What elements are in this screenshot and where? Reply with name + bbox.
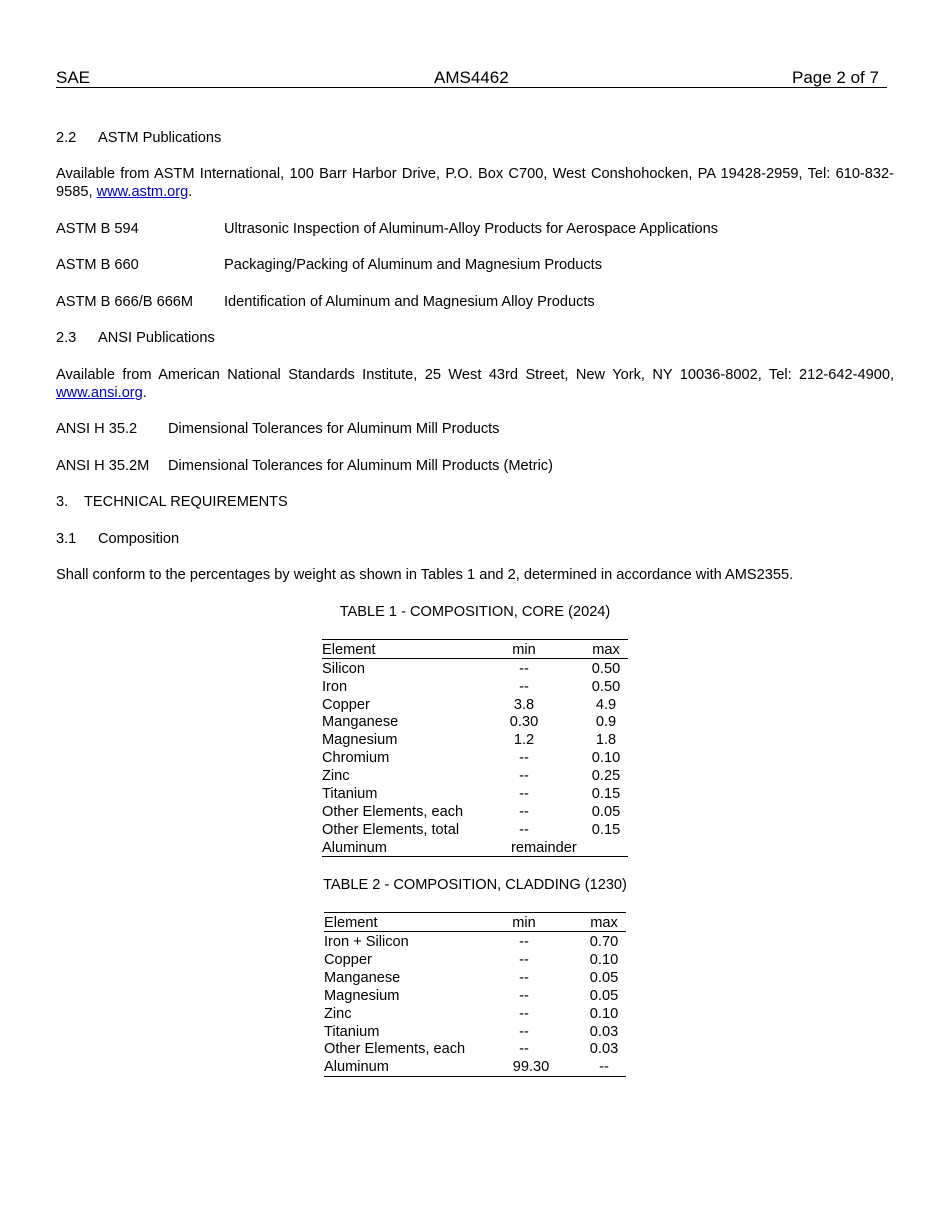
ref-title: Dimensional Tolerances for Aluminum Mill Products (Metric) [168, 458, 553, 474]
section-title-technical: TECHNICAL REQUIREMENTS [84, 494, 288, 510]
ref-title: Ultrasonic Inspection of Aluminum-Alloy Products for Aerospace Applications [224, 221, 718, 237]
table1-cell-min: -- [519, 786, 529, 802]
ansi-link[interactable]: www.ansi.org [56, 385, 143, 401]
table2-top-rule [324, 912, 626, 913]
table2-cell-max: 0.03 [589, 1024, 619, 1040]
header-left: SAE [56, 68, 91, 87]
table2-cell-min: -- [519, 934, 529, 950]
table2-cell-element: Copper [324, 952, 372, 968]
table1-cell-element: Titanium [322, 786, 378, 802]
table1-cell-element: Aluminum [322, 840, 387, 856]
ref-code: ASTM B 666/B 666M [56, 294, 194, 310]
table1-cell-element: Magnesium [322, 732, 398, 748]
table1-cell-min: -- [519, 804, 529, 820]
table1-cell-element: Chromium [322, 750, 390, 766]
section-title-composition: Composition [98, 531, 180, 547]
table2-cell-element: Titanium [324, 1024, 380, 1040]
table1-cell-max: 1.8 [595, 732, 617, 748]
table1-caption: TABLE 1 - COMPOSITION, CORE (2024) [339, 604, 611, 620]
table2-header-rule [324, 931, 626, 932]
table2-cell-min: -- [519, 952, 529, 968]
table1-cell-element: Zinc [322, 768, 350, 784]
table1-cell-min: -- [519, 661, 529, 677]
table2-cell-max: 0.05 [589, 988, 619, 1004]
ansi-availability-paragraph: Available from American National Standards Institute, 25 West 43rd Street, New York, NY 10036-8002, Tel: 212-642-4900, www.ansi.org. [56, 367, 894, 401]
astm-availability-paragraph: Available from ASTM International, 100 Barr Harbor Drive, P.O. Box C700, West Conshohocken, PA 19428-2959, Tel: 610-832-9585, www.astm.org. [56, 166, 894, 200]
table2-cell-min: 99.30 [512, 1059, 550, 1075]
table1-cell-element: Silicon [322, 661, 365, 677]
table1-header-max: max [592, 642, 620, 658]
table1-cell-max: 0.15 [591, 786, 621, 802]
table1-cell-max: 0.05 [591, 804, 621, 820]
table1-cell-min: -- [519, 768, 529, 784]
table1-cell-element: Other Elements, each [322, 804, 464, 820]
ref-title: Dimensional Tolerances for Aluminum Mill Products [168, 421, 500, 437]
table2-cell-element: Aluminum [324, 1059, 389, 1075]
table1-cell-min: 3.8 [513, 697, 535, 713]
table1-cell-element: Copper [322, 697, 370, 713]
table1-bottom-rule [322, 856, 628, 857]
table1-header-element: Element [322, 642, 376, 658]
table1-top-rule [322, 639, 628, 640]
table2-cell-element: Manganese [324, 970, 401, 986]
table2-cell-element: Magnesium [324, 988, 400, 1004]
table1-cell-max: 0.10 [591, 750, 621, 766]
table1-cell-element: Manganese [322, 714, 399, 730]
table1-cell-remainder: remainder [511, 840, 577, 856]
table2-header-max: max [590, 915, 618, 931]
table2-header-element: Element [324, 915, 378, 931]
table1-cell-min: 0.30 [509, 714, 539, 730]
table2-cell-element: Other Elements, each [324, 1041, 466, 1057]
table1-cell-min: -- [519, 679, 529, 695]
table1-cell-max: 0.25 [591, 768, 621, 784]
table2-caption: TABLE 2 - COMPOSITION, CLADDING (1230) [323, 877, 627, 893]
table2-cell-min: -- [519, 988, 529, 1004]
table1-cell-max: 4.9 [595, 697, 617, 713]
table2-cell-max: 0.10 [589, 952, 619, 968]
table1-cell-max: 0.15 [591, 822, 621, 838]
table2-cell-element: Zinc [324, 1006, 352, 1022]
table1-header-min: min [512, 642, 536, 658]
section-title-ansi: ANSI Publications [98, 330, 215, 346]
table2-cell-min: -- [519, 970, 529, 986]
table1-cell-element: Iron [322, 679, 348, 695]
table2-cell-max: 0.03 [589, 1041, 619, 1057]
header-doc-number: AMS4462 [434, 68, 509, 87]
table1-header-rule [322, 658, 628, 659]
section-number: 3.1 [56, 531, 77, 547]
table2-cell-max: 0.05 [589, 970, 619, 986]
table2-cell-min: -- [519, 1041, 529, 1057]
table1-cell-min: 1.2 [513, 732, 535, 748]
table2-cell-element: Iron + Silicon [324, 934, 409, 950]
table2-header-min: min [512, 915, 536, 931]
ref-code: ASTM B 594 [56, 221, 139, 237]
section-number: 2.3 [56, 330, 77, 346]
section-title-astm: ASTM Publications [98, 130, 222, 146]
ref-title: Identification of Aluminum and Magnesium Alloy Products [224, 294, 595, 310]
section-number: 3. [56, 494, 69, 510]
table2-bottom-rule [324, 1076, 626, 1077]
table2-cell-max: 0.70 [589, 934, 619, 950]
table1-cell-min: -- [519, 750, 529, 766]
ref-code: ASTM B 660 [56, 257, 139, 273]
ref-code: ANSI H 35.2M [56, 458, 150, 474]
table1-cell-max: 0.50 [591, 661, 621, 677]
table1-cell-max: 0.9 [595, 714, 617, 730]
table1-cell-element: Other Elements, total [322, 822, 460, 838]
ref-code: ANSI H 35.2 [56, 421, 138, 437]
table2-cell-min: -- [519, 1024, 529, 1040]
table1-cell-min: -- [519, 822, 529, 838]
header-rule [56, 87, 887, 88]
ref-title: Packaging/Packing of Aluminum and Magnesium Products [224, 257, 603, 273]
table2-cell-max: -- [599, 1059, 609, 1075]
header-page-number: Page 2 of 7 [792, 68, 879, 87]
table2-cell-max: 0.10 [589, 1006, 619, 1022]
composition-paragraph: Shall conform to the percentages by weight as shown in Tables 1 and 2, determined in accordance with AMS2355. [56, 567, 794, 583]
astm-link[interactable]: www.astm.org [96, 184, 189, 200]
table1-cell-max: 0.50 [591, 679, 621, 695]
table2-cell-min: -- [519, 1006, 529, 1022]
section-number: 2.2 [56, 130, 77, 146]
